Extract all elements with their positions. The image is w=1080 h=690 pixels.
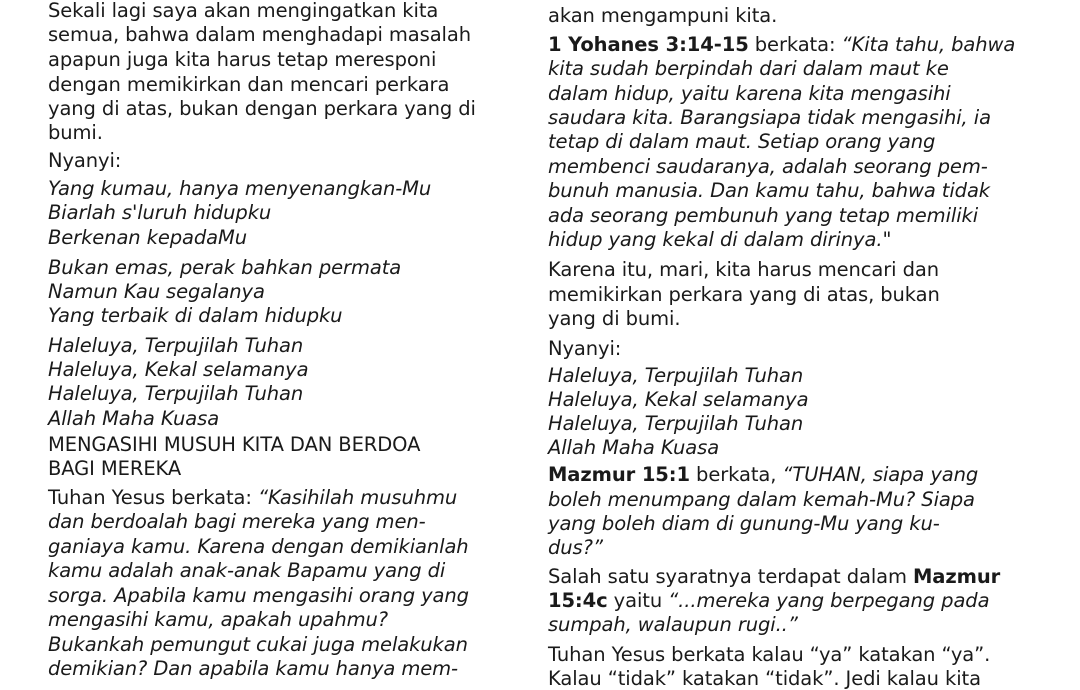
verse-line: bunuh manusia. Dan kamu tahu, bahwa tidak [548, 179, 990, 202]
lyric-line: Haleluya, Kekal selamanya [48, 358, 309, 381]
verse-line [548, 33, 1015, 56]
quote-prefix: Tuhan Yesus berkata: [48, 486, 258, 509]
intro-line: bumi. [48, 121, 103, 144]
intro-line: yang di atas, bukan dengan perkara yang di [48, 97, 476, 120]
lyric-line: Namun Kau segalanya [48, 280, 265, 303]
verse-text: “...mereka yang berpegang pada [668, 589, 990, 612]
lyric-line: Yang terbaik di dalam hidupku [48, 304, 343, 327]
verse-line [548, 228, 891, 251]
quote-text: “Kasihilah musuhmu [257, 486, 458, 509]
lyric-line: Allah Maha Kuasa [48, 407, 220, 430]
verse-text: hidup yang kekal di dalam dirinya. [548, 228, 883, 251]
lyric-line: Haleluya, Terpujilah Tuhan [548, 364, 804, 387]
lyric-line: Yang kumau, hanya menyenangkan-Mu [48, 177, 432, 200]
verse-line: sumpah, walaupun rugi..” [548, 613, 798, 636]
lyric-line: Biarlah s'luruh hidupku [48, 201, 272, 224]
quote-line: sorga. Apabila kamu mengasihi orang yang [48, 584, 469, 607]
intro-line: apapun juga kita harus tetap meresponi [48, 48, 437, 71]
verse-line: tetap di dalam maut. Setiap orang yang [548, 130, 936, 153]
lyric-line: Allah Maha Kuasa [548, 436, 720, 459]
lyric-line: Bukan emas, perak bahkan permata [48, 256, 402, 279]
text-line: memikirkan perkara yang di atas, bukan [548, 283, 940, 306]
quote-line: mengasihi kamu, apakah upahmu? [48, 608, 389, 631]
text-line: Karena itu, mari, kita harus mencari dan [548, 258, 939, 281]
text-line: Tuhan Yesus berkata kalau “ya” katakan “ya”. [548, 643, 991, 666]
right-column [548, 0, 1048, 690]
verse-line [548, 589, 989, 612]
verse-reference: Mazmur [912, 565, 1001, 588]
verse-line: yang boleh diam di gunung-Mu yang ku- [548, 512, 940, 535]
quote-line: demikian? Dan apabila kamu hanya mem- [48, 657, 458, 680]
verse-line: ada seorang pembunuh yang tetap memiliki [548, 204, 979, 227]
section-heading: MENGASIHI MUSUH KITA DAN BERDOA [48, 433, 421, 456]
verse-line: membenci saudaranya, adalah seorang pem- [548, 155, 988, 178]
quote-line: dan berdoalah bagi mereka yang men- [48, 510, 426, 533]
quote-line [48, 486, 457, 509]
verse-intro: berkata: [748, 33, 842, 56]
verse-line: saudara kita. Barangsiapa tidak mengasihi, ia [548, 106, 991, 129]
text-line [548, 565, 1000, 588]
intro-line: Sekali lagi saya akan mengingatkan kita [48, 0, 439, 22]
song-label: Nyanyi: [548, 337, 622, 360]
quote-line: ganiaya kamu. Karena dengan demikianlah [48, 535, 469, 558]
lyric-line: Haleluya, Terpujilah Tuhan [48, 334, 304, 357]
verse-line: dalam hidup, yaitu karena kita mengasihi [548, 82, 951, 105]
section-heading: BAGI MEREKA [48, 457, 182, 480]
verse-reference: 1 Yohanes 3:14-15 [548, 33, 749, 56]
song-label: Nyanyi: [48, 149, 122, 172]
verse-reference: Mazmur 15:1 [548, 463, 690, 486]
text-span: Salah satu syaratnya terdapat dalam [548, 565, 913, 588]
left-column [48, 0, 548, 680]
intro-line: dengan memikirkan dan mencari perkara [48, 73, 450, 96]
verse-line: kita sudah berpindah dari dalam maut ke [548, 57, 949, 80]
text-line: Kalau “tidak” katakan “tidak”. Jedi kalau kita [548, 667, 981, 690]
text-line: yang di bumi. [548, 307, 681, 330]
text-line: akan mengampuni kita. [548, 4, 778, 27]
intro-line: semua, bahwa dalam menghadapi masalah [48, 23, 471, 46]
quote-line: Bukankah pemungut cukai juga melakukan [48, 633, 468, 656]
lyric-line: Haleluya, Kekal selamanya [548, 388, 809, 411]
text-span: yaitu [607, 589, 669, 612]
verse-reference: 15:4c [548, 589, 608, 612]
verse-text: “Kita tahu, bahwa [841, 33, 1016, 56]
verse-line: dus?” [548, 536, 603, 559]
lyric-line: Haleluya, Terpujilah Tuhan [48, 382, 304, 405]
verse-line [548, 463, 978, 486]
lyric-line: Haleluya, Terpujilah Tuhan [548, 412, 804, 435]
verse-line: boleh menumpang dalam kemah-Mu? Siapa [548, 488, 975, 511]
lyric-line: Berkenan kepadaMu [48, 226, 247, 249]
verse-intro: berkata, [689, 463, 783, 486]
verse-text: “TUHAN, siapa yang [782, 463, 979, 486]
quote-line: kamu adalah anak-anak Bapamu yang di [48, 559, 446, 582]
closing-quote: " [882, 228, 892, 251]
